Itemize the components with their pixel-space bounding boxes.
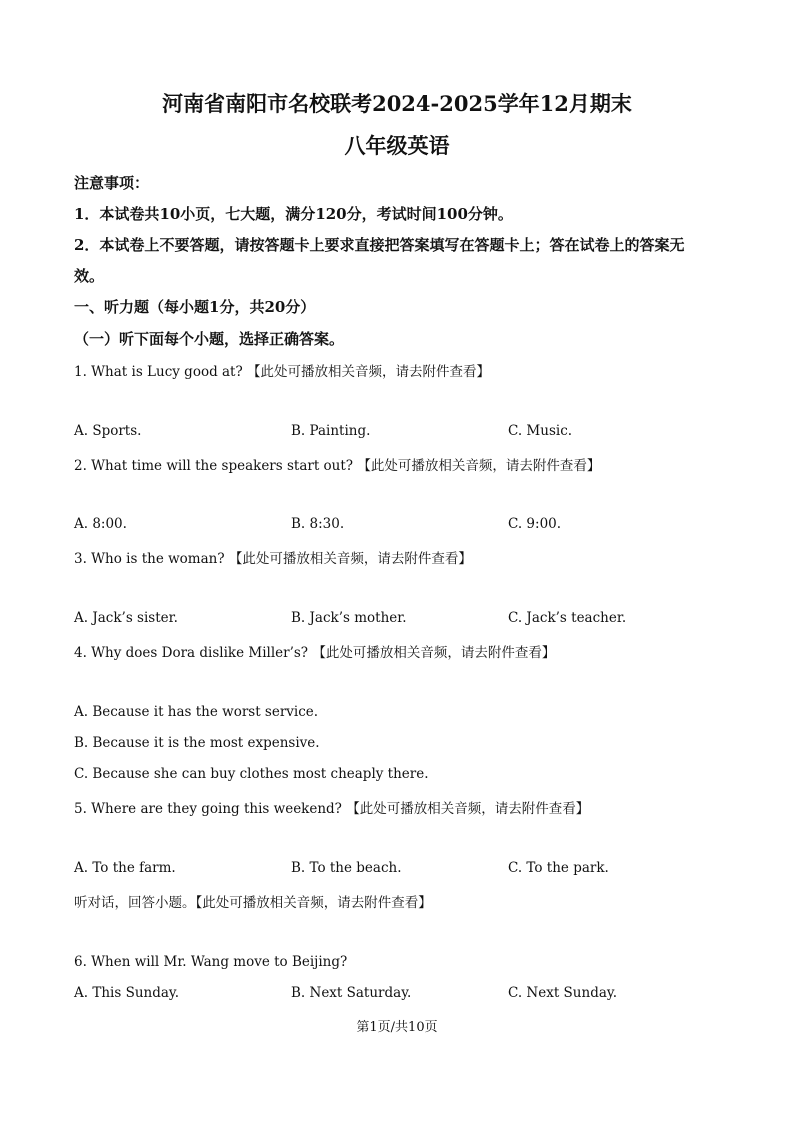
q2-option-a: A. 8:00. [74, 516, 127, 532]
q3-option-b: B. Jack’s mother. [291, 610, 407, 626]
section-part-title: （一）听下面每个小题，选择正确答案。 [74, 330, 345, 348]
q4-option-b: B. Because it is the most expensive. [74, 735, 320, 751]
q6-option-b: B. Next Saturday. [291, 985, 412, 1001]
q3-option-c: C. Jack’s teacher. [508, 610, 627, 626]
section-title: 一、听力题（每小题1分，共20分） [74, 298, 316, 316]
q4-option-a: A. Because it has the worst service. [74, 704, 319, 720]
q2-option-b: B. 8:30. [291, 516, 345, 532]
q1-option-b: B. Painting. [291, 423, 371, 439]
notice-item-1: 1．本试卷共10小页，七大题，满分120分，考试时间100分钟。 [74, 205, 513, 223]
dialog-prompt: 听对话，回答小题。【此处可播放相关音频，请去附件查看】 [74, 895, 432, 911]
q2-option-c: C. 9:00. [508, 516, 562, 532]
q3-option-a: A. Jack’s sister. [74, 610, 178, 626]
q5-option-c: C. To the park. [508, 860, 609, 876]
q5-option-b: B. To the beach. [291, 860, 402, 876]
question-1: 1. What is Lucy good at? 【此处可播放相关音频，请去附件查看】 [74, 364, 491, 380]
page-number: 第1页/共10页 [356, 1020, 438, 1035]
q1-option-a: A. Sports. [74, 423, 142, 439]
notice-item-2-line-1: 2．本试卷上不要答题，请按答题卡上要求直接把答案填写在答题卡上；答在试卷上的答案无 [74, 236, 685, 254]
question-4: 4. Why does Dora dislike Miller’s? 【此处可播放相关音频，请去附件查看】 [74, 645, 556, 661]
q6-option-c: C. Next Sunday. [508, 985, 618, 1001]
question-2: 2. What time will the speakers start out? 【此处可播放相关音频，请去附件查看】 [74, 458, 601, 474]
question-5: 5. Where are they going this weekend? 【此处可播放相关音频，请去附件查看】 [74, 801, 590, 817]
q4-option-c: C. Because she can buy clothes most cheaply there. [74, 766, 429, 782]
question-6: 6. When will Mr. Wang move to Beijing? [74, 954, 348, 970]
q1-option-c: C. Music. [508, 423, 573, 439]
exam-title: 河南省南阳市名校联考2024-2025学年12月期末 [162, 91, 632, 116]
notice-item-2-line-2: 效。 [74, 267, 105, 285]
exam-subtitle: 八年级英语 [344, 133, 450, 158]
question-3: 3. Who is the woman? 【此处可播放相关音频，请去附件查看】 [74, 551, 472, 567]
notice-heading: 注意事项： [74, 174, 150, 192]
q5-option-a: A. To the farm. [74, 860, 176, 876]
q6-option-a: A. This Sunday. [74, 985, 180, 1001]
